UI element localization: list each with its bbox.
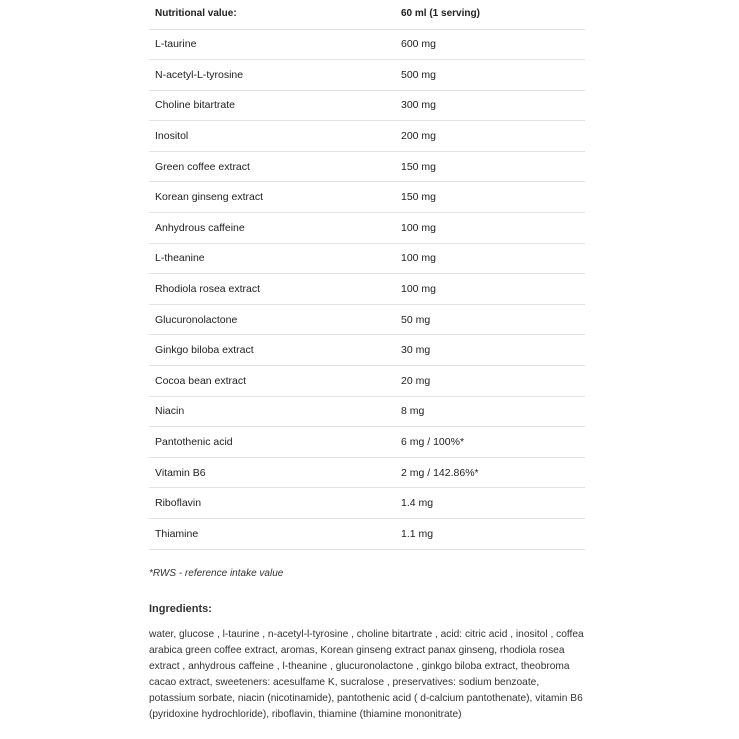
nutrient-amount: 1.4 mg [395, 488, 585, 519]
table-row [149, 396, 585, 427]
nutrient-name: Inositol [149, 121, 395, 152]
nutrient-amount: 30 mg [395, 335, 585, 366]
nutrient-amount: 6 mg / 100%* [395, 427, 585, 458]
nutrient-name: Riboflavin [149, 488, 395, 519]
nutrient-name: L-taurine [149, 29, 395, 60]
nutrient-name: Korean ginseng extract [149, 182, 395, 213]
nutrient-amount: 150 mg [395, 151, 585, 182]
table-row [149, 519, 585, 550]
nutrient-amount: 300 mg [395, 90, 585, 121]
nutrient-name: Green coffee extract [149, 151, 395, 182]
table-row [149, 182, 585, 213]
nutrient-amount: 8 mg [395, 396, 585, 427]
table-row [149, 457, 585, 488]
nutrient-amount: 100 mg [395, 213, 585, 244]
nutrient-name: Ginkgo biloba extract [149, 335, 395, 366]
table-row [149, 60, 585, 91]
header-serving: 60 ml (1 serving) [395, 0, 585, 29]
table-row [149, 243, 585, 274]
table-row [149, 121, 585, 152]
table-row [149, 151, 585, 182]
nutrient-amount: 100 mg [395, 243, 585, 274]
nutrient-amount: 2 mg / 142.86%* [395, 457, 585, 488]
nutrient-amount: 1.1 mg [395, 519, 585, 550]
nutrient-amount: 200 mg [395, 121, 585, 152]
ingredients-text: water, glucose , l-taurine , n-acetyl-l-tyrosine , choline bitartrate , acid: citric acid , inositol , coffea arabica green coffee extract, aromas, Korean ginseng extract panax ginseng, rhodiola rosea extract , anhydrous caffeine , l-theanine , glucuronolactone , ginkgo biloba extract, theobroma cacao extract, sweeteners: acesulfame K, sucralose , preservatives: sodium benzoate, potassium sorbate, niacin (nicotinamide), pantothenic acid ( d-calcium pantothenate), vitamin B6 (pyridoxine hydrochloride), riboflavin, thiamine (thiamine mononitrate) [149, 628, 584, 720]
table-header-row [149, 0, 585, 29]
table-row [149, 274, 585, 305]
nutrient-amount: 100 mg [395, 274, 585, 305]
nutrient-name: Thiamine [149, 519, 395, 550]
nutrient-name: Anhydrous caffeine [149, 213, 395, 244]
table-row [149, 427, 585, 458]
ingredients-title: Ingredients: [149, 602, 212, 615]
nutrient-name: N-acetyl-L-tyrosine [149, 60, 395, 91]
nutrient-name: Pantothenic acid [149, 427, 395, 458]
table-row [149, 304, 585, 335]
table-row [149, 488, 585, 519]
nutrient-amount: 600 mg [395, 29, 585, 60]
nutrient-amount: 500 mg [395, 60, 585, 91]
nutrient-name: Rhodiola rosea extract [149, 274, 395, 305]
nutrient-amount: 50 mg [395, 304, 585, 335]
table-row [149, 29, 585, 60]
table-row [149, 366, 585, 397]
nutrient-name: Choline bitartrate [149, 90, 395, 121]
product-info [149, 0, 585, 723]
nutrient-amount: 20 mg [395, 366, 585, 397]
nutrition-table [149, 0, 585, 550]
nutrient-name: Vitamin B6 [149, 457, 395, 488]
table-row [149, 213, 585, 244]
nutrient-name: L-theanine [149, 243, 395, 274]
header-nutrient: Nutritional value: [149, 0, 395, 29]
table-row [149, 90, 585, 121]
nutrient-amount: 150 mg [395, 182, 585, 213]
table-row [149, 335, 585, 366]
nutrient-name: Cocoa bean extract [149, 366, 395, 397]
nutrient-name: Niacin [149, 396, 395, 427]
nutrient-name: Glucuronolactone [149, 304, 395, 335]
footnote: *RWS - reference intake value [149, 567, 284, 579]
